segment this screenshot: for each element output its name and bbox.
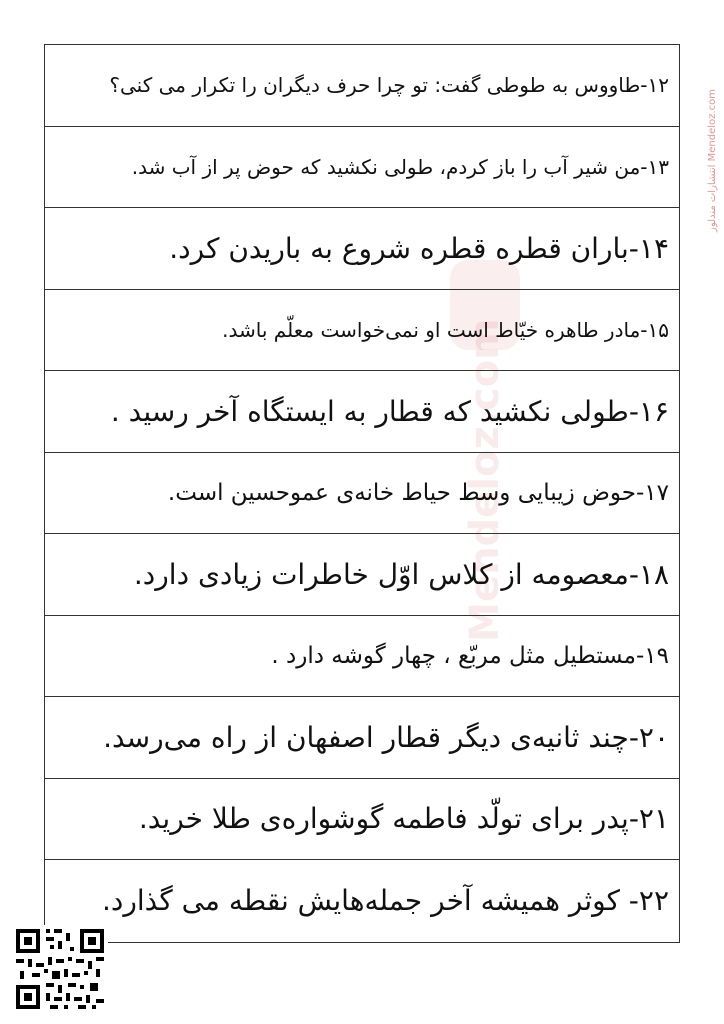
- sentence-number: ۱۹: [644, 642, 669, 669]
- sentence-number: ۱۵: [647, 317, 669, 342]
- sentence-body: -مستطیل مثل مربّع ، چهار گوشه دارد .: [271, 642, 645, 669]
- sentence-text: [111, 395, 669, 428]
- sentence-body: -باران قطره قطره شروع به باریدن کرد.: [169, 231, 639, 265]
- sentence-number: ۲۰: [638, 720, 669, 754]
- sentence-body: -مادر طاهره خیّاط است او نمی‌خواست معلّم باشد.: [222, 317, 648, 342]
- sentence-text: [109, 73, 669, 97]
- sentence-body: -حوض زیبایی وسط حیاط خانه‌ی عموحسین است.: [167, 479, 645, 506]
- sentence-row: [45, 860, 679, 942]
- side-watermark-text: انتشارات مندلوز Mendeloz.com: [706, 88, 718, 232]
- sentence-text: [134, 558, 669, 591]
- sentence-row: [45, 127, 679, 209]
- sentence-body: -چند ثانیه‌ی دیگر قطار اصفهان از راه می‌رسد.: [103, 720, 639, 754]
- watermark-text: Mendeloz.com: [462, 318, 508, 642]
- sentence-number: ۱۶: [638, 394, 669, 428]
- sentence-number: ۲۲: [638, 884, 669, 918]
- sentence-text: [271, 643, 669, 669]
- sentence-number: ۱۴: [638, 231, 669, 265]
- sentence-body: -طاووس به طوطی گفت: تو چرا حرف دیگران را تکرار می کنی؟: [109, 73, 648, 98]
- sentence-row: [45, 534, 679, 616]
- sentence-row: [45, 45, 679, 127]
- sentence-row: [45, 208, 679, 290]
- sentence-text: [103, 721, 669, 754]
- sentence-number: ۱۳: [647, 154, 669, 179]
- sentence-number: ۱۲: [647, 73, 669, 98]
- sentence-row: [45, 697, 679, 779]
- sentence-body: -من شیر آب را باز کردم، طولی نکشید که حوض پر از آب شد.: [131, 154, 648, 179]
- sentence-number: ۲۱: [638, 802, 669, 836]
- sentence-text: [222, 318, 669, 342]
- sentence-number: ۱۷: [644, 479, 669, 506]
- sentence-body: -طولی نکشید که قطار به ایستگاه آخر رسید .: [110, 394, 639, 428]
- sentence-text: [139, 802, 669, 835]
- sentence-row: [45, 779, 679, 861]
- sentence-text: [168, 480, 669, 506]
- sentence-body: -معصومه از کلاس اوّل خاطرات زیادی دارد.: [133, 557, 639, 591]
- sentence-text: [169, 232, 669, 265]
- qr-code-icon: [12, 925, 108, 1013]
- sentence-table: [44, 44, 680, 943]
- sentence-row: [45, 616, 679, 698]
- sentence-body: - کوثر همیشه آخر جمله‌هایش نقطه می گذارد.: [102, 884, 639, 918]
- sentence-row: [45, 453, 679, 535]
- side-watermark: [702, 40, 722, 280]
- sentence-text: [132, 155, 669, 179]
- sentence-body: -پدر برای تولّد فاطمه گوشواره‌ی طلا خرید.: [138, 802, 639, 836]
- sentence-text: [102, 884, 669, 917]
- sentence-row: [45, 371, 679, 453]
- sentence-number: ۱۸: [638, 557, 669, 591]
- sentence-row: [45, 290, 679, 372]
